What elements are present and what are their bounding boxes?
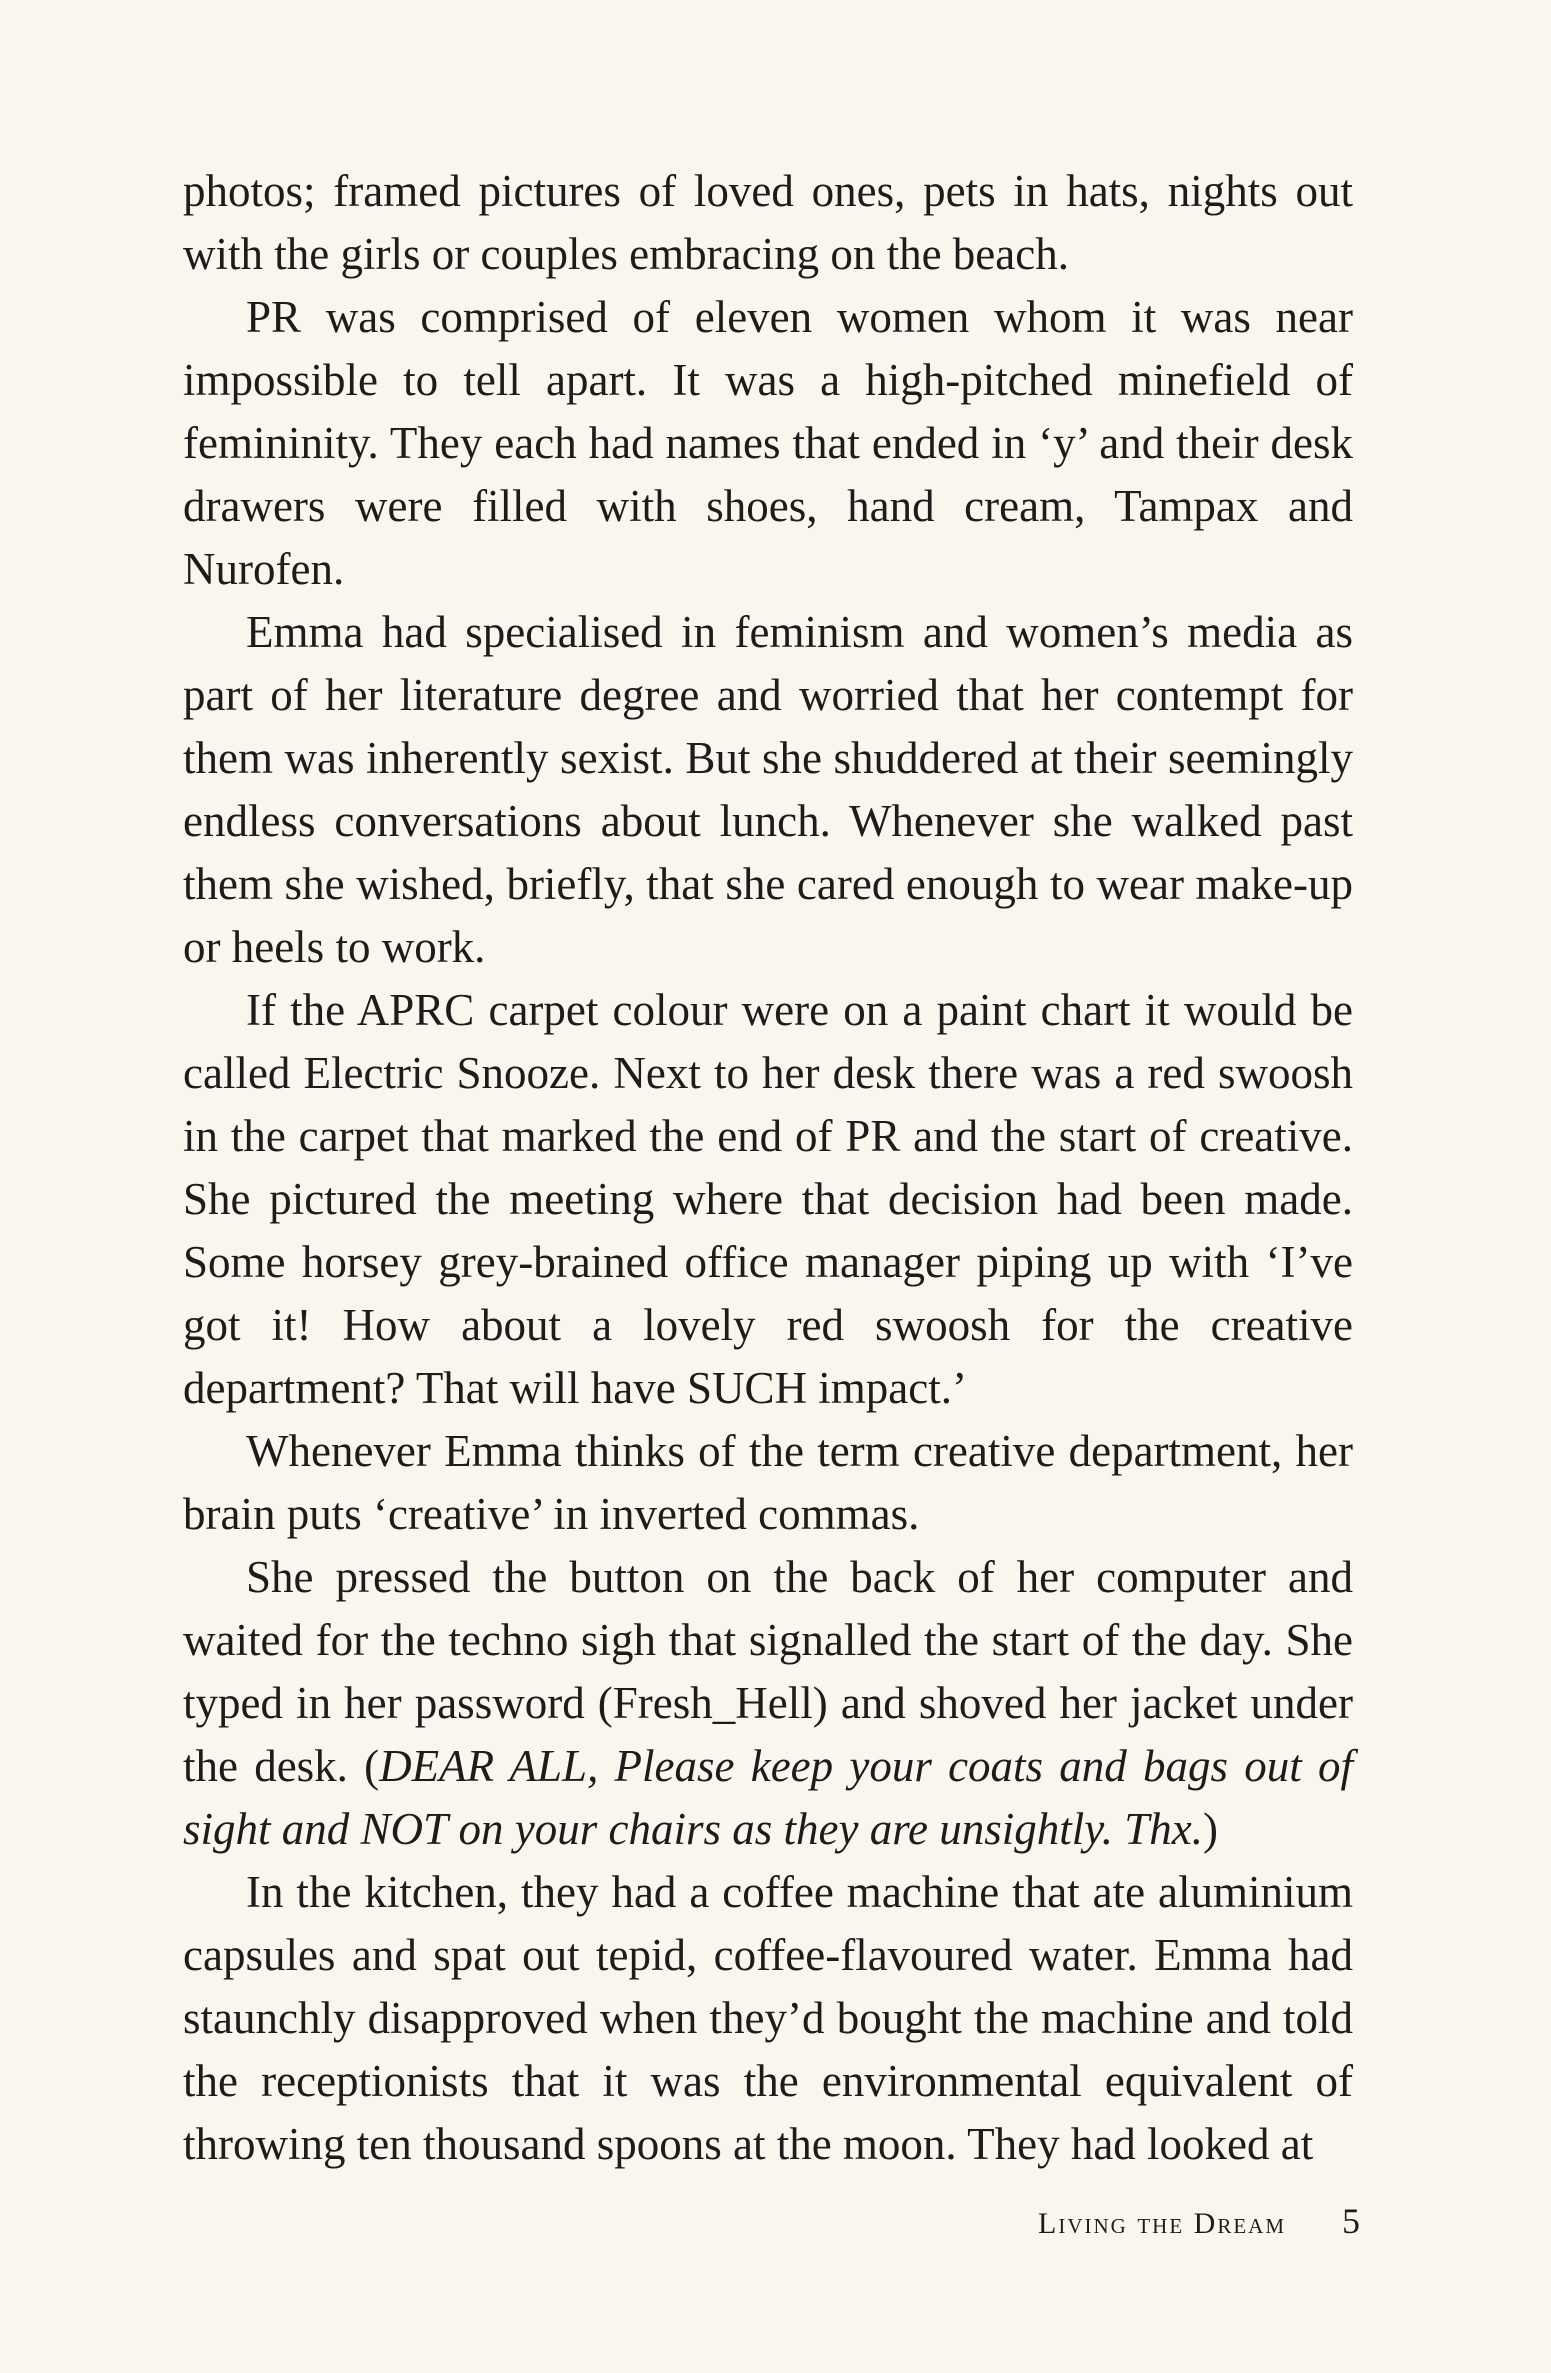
paragraph-6-italic-notice: DEAR ALL, Please keep your coats and bags out of sight and NOT on your chairs as they are unsightly. Thx.	[183, 1741, 1353, 1854]
paragraph-3: Emma had specialised in feminism and women’s media as part of her literature degree and worried that her contempt for them was inherently sexist. But she shuddered at their seemingly endless conversations about lunch. Whenever she walked past them she wished, briefly, that she cared enough to wear make-up or heels to work.	[183, 607, 1353, 972]
page-number: 5	[1342, 2201, 1360, 2241]
running-footer	[960, 2200, 1360, 2242]
paragraph-6	[183, 1546, 1353, 1861]
paragraph-2: PR was comprised of eleven women whom it was near impossible to tell apart. It was a high-pitched minefield of femininity. They each had names that ended in ‘y’ and their desk drawers were filled with shoes, hand cream, Tampax and Nurofen.	[183, 292, 1353, 594]
paragraph-5: Whenever Emma thinks of the term creative department, her brain puts ‘creative’ in inverted commas.	[183, 1426, 1353, 1539]
paragraph-7: In the kitchen, they had a coffee machine that ate aluminium capsules and spat out tepid, coffee-flavoured water. Emma had staunchly disapproved when they’d bought the machine and told the receptionists that it was the environmental equivalent of throwing ten thousand spoons at the moon. They had looked at	[183, 1867, 1353, 2169]
paragraph-6-closing: )	[1203, 1804, 1219, 1854]
body-text	[183, 160, 1353, 2176]
running-title: Living the Dream	[1038, 2207, 1286, 2240]
paragraph-4: If the APRC carpet colour were on a paint chart it would be called Electric Snooze. Next to her desk there was a red swoosh in the carpet that marked the end of PR and the start of creative. She pictured the meeting where that decision had been made. Some horsey grey-brained office manager piping up with ‘I’ve got it! How about a lovely red swoosh for the creative department? That will have SUCH impact.’	[183, 985, 1353, 1413]
paragraph-1: photos; framed pictures of loved ones, pets in hats, nights out with the girls or couples embracing on the beach.	[183, 166, 1353, 279]
paragraph-6-text: She pressed the button on the back of her computer and waited for the techno sigh that signalled the start of the day. She typed in her password (Fresh_Hell) and shoved her jacket under the desk. (	[183, 1552, 1353, 1791]
